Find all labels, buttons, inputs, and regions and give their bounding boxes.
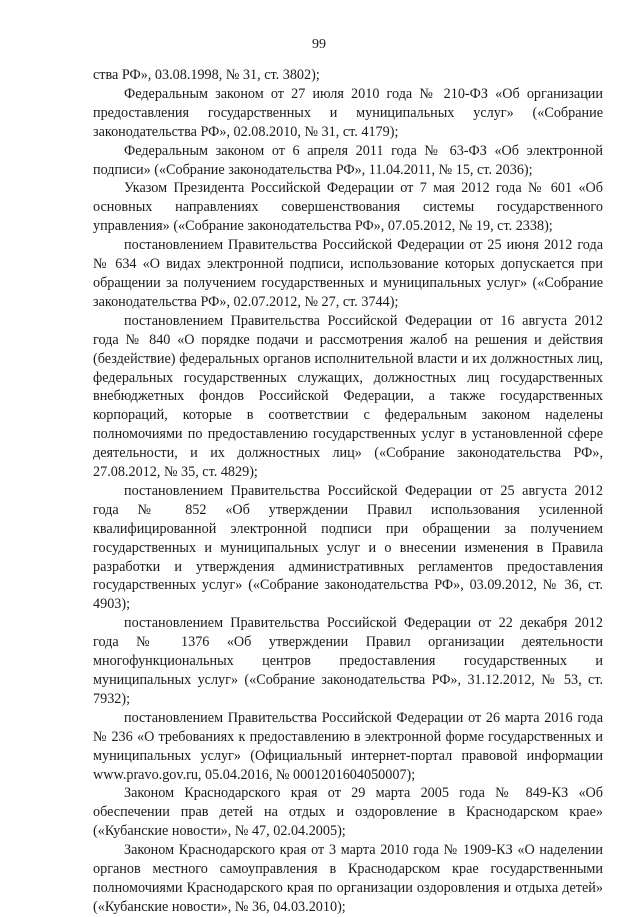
paragraph: ства РФ», 03.08.1998, № 31, ст. 3802);	[93, 67, 320, 83]
document-body	[93, 66, 603, 917]
paragraph: Законом Краснодарского края от 3 марта 2010 года № 1909-КЗ «О наделении органов местного самоуправления в Краснодарском крае государственными полномочиями Краснодарского края по организации оздоровления и отдыха детей» («Кубанские новости», № 36, 04.03.2010);	[93, 842, 603, 915]
paragraph: постановлением Правительства Российской Федерации от 26 марта 2016 года № 236 «О требованиях к предоставлению в электронной форме государственных и муниципальных услуг» (Официальный интернет-портал правовой информации www.pravo.gov.ru, 05.04.2016, № 0001201604050007);	[93, 709, 603, 783]
paragraph: Указом Президента Российской Федерации от 7 мая 2012 года № 601 «Об основных направлениях совершенствования системы государственного управления» («Собрание законодательства РФ», 07.05.2012, № 19, ст. 2338);	[93, 180, 603, 235]
paragraph: постановлением Правительства Российской Федерации от 25 августа 2012 года № 852 «Об утверждении Правил использования усиленной квалифицированной электронной подписи при обращении за получением государственных и муниципальных услуг и о внесении изменения в Правила разработки и утверждения административных регламентов предоставления государственных услуг» («Собрание законодательства РФ», 03.09.2012, № 36, ст. 4903);	[93, 482, 603, 613]
paragraph: Законом Краснодарского края от 29 марта 2005 года № 849-КЗ «Об обеспечении прав детей на отдых и оздоровление в Краснодарском крае» («Кубанские новости», № 47, 02.04.2005);	[93, 785, 603, 840]
paragraph: Федеральным законом от 6 апреля 2011 года № 63-ФЗ «Об электронной подписи» («Собрание законодательства РФ», 11.04.2011, № 15, ст. 2036);	[93, 142, 603, 178]
paragraph: постановлением Правительства Российской Федерации от 16 августа 2012 года № 840 «О порядке подачи и рассмотрения жалоб на решения и действия (бездействие) федеральных органов исполнительной власти и их должностных лиц, федеральных государственных служащих, должностных лиц государственных внебюджетных фондов Российской Федерации, а также государственных корпораций, которые в соответствии с федеральным законом наделены полномочиями по предоставлению государственных услуг в установленной сфере деятельности, и их должностных лиц» («Собрание законодательства РФ», 27.08.2012, № 35, ст. 4829);	[93, 312, 603, 481]
paragraph: постановлением Правительства Российской Федерации от 22 декабря 2012 года № 1376 «Об утверждении Правил организации деятельности многофункциональных центров предоставления государственных и муниципальных услуг» («Собрание законодательства РФ», 31.12.2012, № 53, ст. 7932);	[93, 615, 603, 707]
paragraph: постановлением Правительства Российской Федерации от 25 июня 2012 года № 634 «О видах электронной подписи, использование которых допускается при обращении за получением государственных и муниципальных услуг» («Собрание законодательства РФ», 02.07.2012, № 27, ст. 3744);	[93, 237, 603, 310]
paragraph: Федеральным законом от 27 июля 2010 года № 210-ФЗ «Об организации предоставления государственных и муниципальных услуг» («Собрание законодательства РФ», 02.08.2010, № 31, ст. 4179);	[93, 85, 603, 140]
page-number: 99	[312, 37, 326, 52]
